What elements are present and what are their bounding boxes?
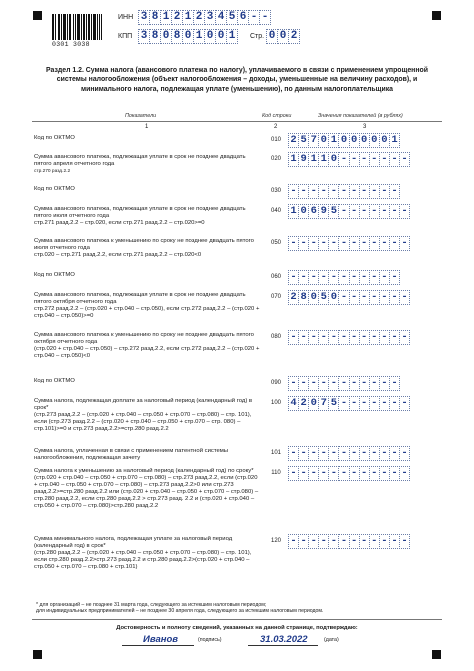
char-cell[interactable]: - [389, 446, 400, 461]
char-cell[interactable]: - [369, 376, 380, 391]
corner-marker-bottom-left [33, 650, 42, 659]
char-cell[interactable]: - [308, 236, 319, 251]
char-cell[interactable]: - [359, 330, 370, 345]
char-cell[interactable]: - [369, 396, 380, 411]
row-label-text: Сумма авансового платежа к уменьшению по сроку не позднее двадцать пятого июля отчетного года [34, 238, 254, 252]
row-code: 101 [270, 450, 281, 456]
char-cell[interactable]: - [369, 184, 380, 199]
char-cell[interactable]: 1 [160, 10, 172, 25]
char-cell[interactable]: 5 [328, 396, 339, 411]
row-label-text: Сумма авансового платежа, подлежащая уплате в срок не позднее двадцать пятого апреля отчетного года [34, 154, 246, 168]
char-cell[interactable]: - [308, 376, 319, 391]
char-cell[interactable]: - [338, 376, 349, 391]
char-cell[interactable]: - [369, 466, 380, 481]
column-header-divider [32, 121, 442, 122]
row-label [34, 468, 262, 511]
char-cell[interactable]: - [338, 184, 349, 199]
char-cell[interactable]: 5 [298, 133, 309, 148]
char-cell[interactable]: 0 [277, 29, 289, 44]
char-cell[interactable]: - [308, 534, 319, 549]
char-cell[interactable]: - [359, 466, 370, 481]
row-code: 010 [270, 137, 281, 143]
char-cell[interactable]: - [338, 152, 349, 167]
row-label [34, 186, 262, 193]
char-cell[interactable]: 3 [204, 10, 216, 25]
char-cell[interactable]: - [349, 236, 360, 251]
row-value-field [288, 152, 409, 167]
char-cell[interactable]: - [328, 446, 339, 461]
char-cell[interactable]: 8 [149, 29, 161, 44]
signature-name[interactable]: Иванов [143, 634, 179, 645]
row-label-text: Код по ОКТМО [34, 272, 75, 278]
row-code: 100 [270, 400, 281, 406]
column-header-indicators: Показатели [125, 113, 157, 119]
row-value-field [288, 466, 409, 481]
column-number-1: 1 [145, 124, 149, 130]
char-cell[interactable]: 0 [328, 290, 339, 305]
char-cell[interactable]: - [369, 330, 380, 345]
char-cell[interactable]: 0 [266, 29, 278, 44]
char-cell[interactable]: - [298, 270, 309, 285]
char-cell[interactable]: - [369, 534, 380, 549]
row-value-field [288, 534, 409, 549]
char-cell[interactable]: 1 [288, 204, 299, 219]
row-code: 080 [270, 334, 281, 340]
row-formula: стр.272 разд.2.2 – (стр.020 + стр.040 – стр.050), если стр.272 разд.2.2 – (стр.020 + стр.040 – стр.050)>=0 [34, 306, 260, 320]
char-cell[interactable]: - [288, 534, 299, 549]
char-cell[interactable]: 8 [149, 10, 161, 25]
char-cell[interactable]: - [399, 466, 410, 481]
char-cell[interactable]: - [399, 290, 410, 305]
char-cell[interactable]: 2 [288, 29, 300, 44]
char-cell[interactable]: - [318, 534, 329, 549]
column-header-code: Код строки [262, 113, 292, 119]
barcode-number: 0301 3038 [52, 41, 90, 48]
row-value-field [288, 396, 409, 411]
char-cell[interactable]: - [328, 534, 339, 549]
char-cell[interactable]: - [369, 236, 380, 251]
char-cell[interactable]: - [288, 270, 299, 285]
corner-marker-bottom-right [432, 650, 441, 659]
row-label [34, 448, 262, 462]
char-cell[interactable]: 0 [298, 204, 309, 219]
char-cell[interactable]: 0 [318, 133, 329, 148]
char-cell[interactable]: - [288, 330, 299, 345]
row-label [34, 272, 262, 279]
row-label [34, 206, 262, 227]
row-label [34, 154, 262, 175]
row-code: 060 [270, 274, 281, 280]
char-cell[interactable]: - [308, 184, 319, 199]
column-header-values: Значения показателей (в рублях) [318, 113, 403, 119]
char-cell[interactable]: - [318, 446, 329, 461]
char-cell[interactable]: 2 [288, 290, 299, 305]
char-cell[interactable]: - [399, 396, 410, 411]
row-code: 030 [270, 188, 281, 194]
row-value-field [288, 184, 399, 199]
char-cell[interactable]: 0 [308, 396, 319, 411]
char-cell[interactable]: - [349, 466, 360, 481]
char-cell[interactable]: - [359, 236, 370, 251]
row-label [34, 135, 262, 142]
char-cell[interactable]: - [379, 204, 390, 219]
char-cell[interactable]: - [399, 446, 410, 461]
char-cell[interactable]: - [318, 376, 329, 391]
char-cell[interactable]: - [389, 290, 400, 305]
row-value-field [288, 446, 409, 461]
page-label: Стр. [250, 33, 265, 40]
char-cell[interactable]: - [318, 184, 329, 199]
char-cell[interactable]: - [359, 152, 370, 167]
char-cell[interactable]: - [308, 446, 319, 461]
signature-line [122, 645, 194, 646]
corner-marker-top-left [33, 11, 42, 20]
inn-label: ИНН [118, 14, 134, 21]
char-cell[interactable]: - [369, 290, 380, 305]
char-cell[interactable]: - [349, 270, 360, 285]
char-cell[interactable]: 0 [182, 29, 194, 44]
char-cell[interactable]: 6 [308, 204, 319, 219]
row-label-text: Сумма авансового платежа, подлежащая уплате в срок не позднее двадцать пятого октября отчетного года [34, 292, 246, 306]
char-cell[interactable]: 1 [288, 152, 299, 167]
char-cell[interactable]: - [389, 534, 400, 549]
char-cell[interactable]: 0 [308, 290, 319, 305]
char-cell[interactable]: - [349, 152, 360, 167]
char-cell[interactable]: - [298, 376, 309, 391]
char-cell[interactable]: 8 [171, 29, 183, 44]
char-cell[interactable]: 0 [160, 29, 172, 44]
char-cell[interactable]: 0 [349, 133, 360, 148]
char-cell[interactable]: - [328, 236, 339, 251]
confirmation-text: Достоверность и полноту сведений, указанных на данной странице, подтверждаю: [116, 625, 358, 631]
char-cell[interactable]: - [359, 376, 370, 391]
char-cell[interactable]: - [369, 270, 380, 285]
row-label-text: Сумма налога, уплаченная в связи с применением патентной системы налогообложения, подлежащая зачету [34, 448, 229, 462]
row-formula: (стр.280 разд.2.2 – (стр.020 + стр.040 – стр.050 + стр.070 – стр.080) – стр. 101), если стр.280 разд.2.2>стр.273 разд.2.2 и стр.280 разд.2.2>(стр.020 + стр.040 – стр.050 + стр.070 – стр.080 + стр.101) [34, 550, 252, 571]
char-cell[interactable]: 9 [298, 152, 309, 167]
char-cell[interactable]: - [288, 466, 299, 481]
char-cell[interactable]: 0 [328, 152, 339, 167]
row-label [34, 398, 262, 433]
char-cell[interactable]: - [338, 270, 349, 285]
row-formula: (стр.273 разд.2.2 – (стр.020 + стр.040 – стр.050 + стр.070 – стр.080) – стр. 101), если (стр.273 разд.2.2 – (стр.020 + стр.040 – стр.050 + стр.070 – стр. 080) – стр.101)>=0 и стр.273 разд.2.2>=стр.280 разд.2.2 [34, 412, 252, 433]
char-cell[interactable]: - [349, 204, 360, 219]
char-cell[interactable]: - [298, 184, 309, 199]
row-formula: стр.020 – стр.271 разд.2.2, если стр.271 разд.2.2 – стр.020<0 [34, 252, 202, 259]
char-cell[interactable]: - [288, 236, 299, 251]
footnote-line-1: * для организаций – не позднее 31 марта года, следующего за истекшим налоговым периодом; [36, 602, 267, 608]
char-cell[interactable]: - [318, 236, 329, 251]
char-cell[interactable]: - [399, 534, 410, 549]
char-cell[interactable]: - [379, 236, 390, 251]
char-cell[interactable]: - [379, 534, 390, 549]
char-cell[interactable]: 1 [318, 152, 329, 167]
char-cell[interactable]: - [308, 466, 319, 481]
char-cell[interactable]: - [349, 376, 360, 391]
char-cell[interactable]: - [328, 270, 339, 285]
row-label-text: Сумма минимального налога, подлежащая уплате за налоговый период (календарный год) в срок* [34, 536, 233, 550]
row-label-text: Сумма налога, подлежащая доплате за налоговый период (календарный год) в срок* [34, 398, 253, 412]
char-cell[interactable]: - [288, 376, 299, 391]
char-cell[interactable]: - [389, 270, 400, 285]
row-code: 120 [270, 538, 281, 544]
char-cell[interactable]: - [389, 184, 400, 199]
char-cell[interactable]: - [288, 184, 299, 199]
char-cell[interactable]: 5 [318, 290, 329, 305]
char-cell[interactable]: - [298, 446, 309, 461]
char-cell[interactable]: - [298, 330, 309, 345]
char-cell[interactable]: - [318, 330, 329, 345]
char-cell[interactable]: - [259, 10, 271, 25]
char-cell[interactable]: - [349, 330, 360, 345]
row-code: 020 [270, 156, 281, 162]
char-cell[interactable]: - [379, 330, 390, 345]
char-cell[interactable]: - [359, 446, 370, 461]
row-value-field [288, 133, 399, 148]
char-cell[interactable]: - [298, 466, 309, 481]
char-cell[interactable]: - [338, 534, 349, 549]
column-number-3: 3 [363, 124, 367, 130]
corner-marker-top-right [432, 11, 441, 20]
row-code: 040 [270, 208, 281, 214]
char-cell[interactable]: 9 [318, 204, 329, 219]
char-cell[interactable]: 2 [288, 133, 299, 148]
page-number-field [266, 29, 299, 44]
char-cell[interactable]: - [338, 446, 349, 461]
char-cell[interactable]: - [359, 290, 370, 305]
section-title: Раздел 1.2. Сумма налога (авансового платежа по налогу), уплачиваемого в связи с применением упрощенной системы налогообложения (объект налогообложения – доходы, уменьшенные на величину расходов), и минимального налога, подлежащая уплате (уменьшению), по данным налогоплательщика [46, 67, 428, 93]
char-cell[interactable]: - [248, 10, 260, 25]
char-cell[interactable]: 2 [298, 396, 309, 411]
char-cell[interactable]: - [379, 290, 390, 305]
char-cell[interactable]: - [318, 270, 329, 285]
char-cell[interactable]: - [338, 330, 349, 345]
char-cell[interactable]: 0 [359, 133, 370, 148]
row-code: 110 [271, 470, 281, 476]
char-cell[interactable]: 2 [171, 10, 183, 25]
row-code: 070 [270, 294, 281, 300]
char-cell[interactable]: - [338, 396, 349, 411]
row-label [34, 332, 262, 360]
char-cell[interactable]: 0 [338, 133, 349, 148]
char-cell[interactable]: - [338, 290, 349, 305]
char-cell[interactable]: - [369, 152, 380, 167]
char-cell[interactable]: 8 [298, 290, 309, 305]
char-cell[interactable]: - [308, 270, 319, 285]
char-cell[interactable]: - [328, 376, 339, 391]
char-cell[interactable]: - [338, 204, 349, 219]
char-cell[interactable]: - [389, 330, 400, 345]
char-cell[interactable]: - [359, 204, 370, 219]
footnote-line-2: для индивидуальных предпринимателей – не позднее 30 апреля года, следующего за истекшим налоговым периодом. [36, 608, 324, 614]
char-cell[interactable]: 7 [308, 133, 319, 148]
char-cell[interactable]: - [338, 236, 349, 251]
char-cell[interactable]: - [318, 466, 329, 481]
char-cell[interactable]: - [379, 396, 390, 411]
char-cell[interactable]: 1 [226, 29, 238, 44]
row-code: 050 [270, 240, 281, 246]
char-cell[interactable]: - [298, 236, 309, 251]
kpp-label: КПП [118, 33, 133, 40]
row-value-field [288, 236, 409, 251]
char-cell[interactable]: - [298, 534, 309, 549]
char-cell[interactable]: 4 [215, 10, 227, 25]
char-cell[interactable]: 3 [138, 29, 150, 44]
row-formula: стр.271 разд.2.2 – стр.020, если стр.271 разд.2.2 – стр.020>=0 [34, 220, 205, 227]
char-cell[interactable]: - [369, 446, 380, 461]
char-cell[interactable]: - [389, 236, 400, 251]
signature-caption: (подпись) [198, 637, 222, 643]
char-cell[interactable]: 0 [215, 29, 227, 44]
char-cell[interactable]: - [359, 270, 370, 285]
char-cell[interactable]: - [369, 204, 380, 219]
char-cell[interactable]: 7 [318, 396, 329, 411]
char-cell[interactable]: - [308, 330, 319, 345]
date-line [248, 645, 318, 646]
row-label-text: Сумма налога к уменьшению за налоговый период (календарный год) по сроку* [34, 468, 254, 474]
char-cell[interactable]: 6 [237, 10, 249, 25]
char-cell[interactable]: - [328, 330, 339, 345]
char-cell[interactable]: 1 [308, 152, 319, 167]
row-value-field [288, 204, 409, 219]
char-cell[interactable]: - [328, 184, 339, 199]
char-cell[interactable]: 0 [379, 133, 390, 148]
char-cell[interactable]: 4 [288, 396, 299, 411]
char-cell[interactable]: 1 [389, 133, 400, 148]
char-cell[interactable]: - [399, 330, 410, 345]
char-cell[interactable]: - [389, 152, 400, 167]
row-value-field [288, 270, 399, 285]
char-cell[interactable]: 0 [369, 133, 380, 148]
char-cell[interactable]: - [389, 396, 400, 411]
row-label [34, 238, 262, 259]
row-label [34, 292, 262, 320]
row-label-text: Сумма авансового платежа к уменьшению по сроку не позднее двадцать пятого октября отчетного года [34, 332, 254, 346]
char-cell[interactable]: - [349, 446, 360, 461]
char-cell[interactable]: - [338, 466, 349, 481]
row-value-field [288, 330, 409, 345]
row-formula: стр.270 разд.2.2 [34, 169, 71, 175]
char-cell[interactable]: - [359, 534, 370, 549]
date-caption: (дата) [324, 637, 339, 643]
char-cell[interactable]: - [379, 184, 390, 199]
char-cell[interactable]: - [379, 270, 390, 285]
char-cell[interactable]: - [288, 446, 299, 461]
char-cell[interactable]: - [399, 236, 410, 251]
char-cell[interactable]: 1 [182, 10, 194, 25]
row-label-text: Код по ОКТМО [34, 378, 75, 384]
row-label [34, 536, 262, 571]
row-label-text: Код по ОКТМО [34, 135, 75, 141]
char-cell[interactable]: - [349, 534, 360, 549]
char-cell[interactable]: - [379, 446, 390, 461]
char-cell[interactable]: 5 [328, 204, 339, 219]
char-cell[interactable]: - [379, 466, 390, 481]
char-cell[interactable]: - [349, 290, 360, 305]
signature-date[interactable]: 31.03.2022 [260, 634, 308, 645]
char-cell[interactable]: 1 [193, 29, 205, 44]
row-label-text: Код по ОКТМО [34, 186, 75, 192]
inn-field [138, 10, 270, 25]
char-cell[interactable]: 0 [204, 29, 216, 44]
char-cell[interactable]: - [389, 204, 400, 219]
char-cell[interactable]: 2 [193, 10, 205, 25]
char-cell[interactable]: 1 [328, 133, 339, 148]
row-label [34, 378, 262, 385]
char-cell[interactable]: - [349, 184, 360, 199]
char-cell[interactable]: - [399, 204, 410, 219]
footer-divider [32, 619, 442, 620]
char-cell[interactable]: - [349, 396, 360, 411]
row-value-field [288, 290, 409, 305]
char-cell[interactable]: - [389, 376, 400, 391]
char-cell[interactable]: 3 [138, 10, 150, 25]
char-cell[interactable]: - [359, 396, 370, 411]
char-cell[interactable]: - [359, 184, 370, 199]
char-cell[interactable]: - [389, 466, 400, 481]
row-label-text: Сумма авансового платежа, подлежащая уплате в срок не позднее двадцать пятого июля отчетного года [34, 206, 246, 220]
column-number-2: 2 [274, 124, 278, 130]
char-cell[interactable]: - [399, 152, 410, 167]
row-code: 090 [270, 380, 281, 386]
char-cell[interactable]: - [328, 466, 339, 481]
char-cell[interactable]: 5 [226, 10, 238, 25]
char-cell[interactable]: - [379, 152, 390, 167]
row-value-field [288, 376, 399, 391]
char-cell[interactable]: - [379, 376, 390, 391]
row-formula: (стр.020 + стр.040 – стр.050 + стр.070 – стр.080) – стр.273 разд.2.2, если (стр.020 + стр.040 – стр.050 + стр.070 – стр.080) – стр.273 разд.2.2>0 или стр.273 разд.2.2>=стр.280 разд.2.2 или (стр.020 + стр.040 – стр.050 + стр.070 – стр.080) – стр.280 разд.2.2, если стр.280 разд.2.2 > стр.273 разд. 2.2 и (стр.020 + стр.040 – стр.050 + стр.070 – стр.080)>стр.280 разд.2.2 [34, 475, 259, 510]
kpp-field [138, 29, 237, 44]
row-formula: (стр.020 + стр.040 – стр.050) – стр.272 разд.2.2, если стр.272 разд.2.2 – (стр.020 + стр.040 – стр.050)<0 [34, 346, 260, 360]
barcode [52, 14, 102, 40]
